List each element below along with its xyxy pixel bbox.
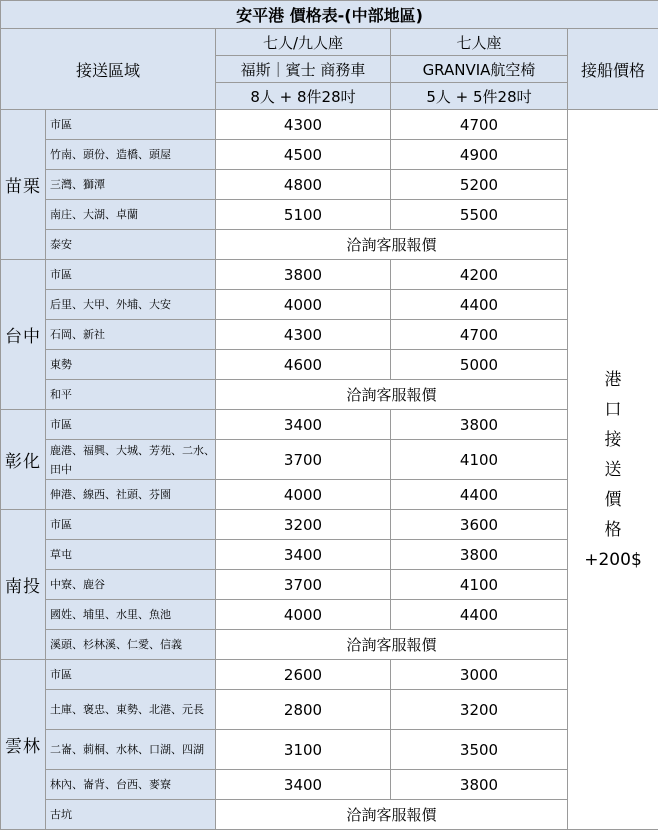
region-name: 南投 (1, 510, 46, 660)
port-header: 接船價格 (568, 29, 658, 110)
area-name: 市區 (46, 110, 216, 140)
area-name: 泰安 (46, 230, 216, 260)
table-row (1, 230, 658, 260)
price-van: 3400 (216, 770, 391, 800)
area-name: 市區 (46, 260, 216, 290)
table-row (1, 510, 658, 540)
price-granvia: 4100 (391, 440, 568, 480)
area-name: 三灣、獅潭 (46, 170, 216, 200)
col2-header-line3: 5人 + 5件28吋 (391, 83, 568, 110)
price-van: 4000 (216, 600, 391, 630)
col2-header-line2: GRANVIA航空椅 (391, 56, 568, 83)
area-name: 和平 (46, 380, 216, 410)
table-row (1, 600, 658, 630)
table-row (1, 480, 658, 510)
table-row (1, 800, 658, 830)
area-name: 后里、大甲、外埔、大安 (46, 290, 216, 320)
port-note-char: 送 (568, 455, 658, 485)
area-name: 伸港、線西、社頭、芬園 (46, 480, 216, 510)
table-row (1, 260, 658, 290)
price-van: 5100 (216, 200, 391, 230)
price-granvia: 4400 (391, 480, 568, 510)
page-title: 安平港 價格表-(中部地區) (1, 1, 658, 29)
price-van: 4800 (216, 170, 391, 200)
area-name: 古坑 (46, 800, 216, 830)
area-name: 中寮、鹿谷 (46, 570, 216, 600)
region-name: 彰化 (1, 410, 46, 510)
table-row (1, 770, 658, 800)
region-name: 台中 (1, 260, 46, 410)
area-name: 市區 (46, 660, 216, 690)
price-granvia: 4700 (391, 110, 568, 140)
region-name: 苗栗 (1, 110, 46, 260)
table-row (1, 660, 658, 690)
price-van: 2800 (216, 690, 391, 730)
port-note-char: 口 (568, 395, 658, 425)
zone-header: 接送區域 (1, 29, 216, 110)
price-granvia: 4900 (391, 140, 568, 170)
contact-service-note: 洽詢客服報價 (216, 230, 568, 260)
contact-service-note: 洽詢客服報價 (216, 630, 568, 660)
price-van: 4300 (216, 320, 391, 350)
table-row (1, 140, 658, 170)
port-note-char: 接 (568, 425, 658, 455)
price-granvia: 4400 (391, 600, 568, 630)
port-note-char: 格 (568, 515, 658, 545)
price-granvia: 5500 (391, 200, 568, 230)
area-name: 東勢 (46, 350, 216, 380)
table-row (1, 200, 658, 230)
price-van: 3700 (216, 440, 391, 480)
price-granvia: 4700 (391, 320, 568, 350)
table-row (1, 730, 658, 770)
price-van: 4500 (216, 140, 391, 170)
price-granvia: 3800 (391, 410, 568, 440)
price-granvia: 3500 (391, 730, 568, 770)
price-van: 3800 (216, 260, 391, 290)
area-name: 二崙、莿桐、水林、口湖、四湖 (46, 730, 216, 770)
area-name: 草屯 (46, 540, 216, 570)
price-granvia: 3000 (391, 660, 568, 690)
area-name: 南庄、大湖、卓蘭 (46, 200, 216, 230)
price-van: 3400 (216, 540, 391, 570)
table-row (1, 170, 658, 200)
table-row (1, 540, 658, 570)
price-granvia: 3600 (391, 510, 568, 540)
area-name: 林內、崙背、台西、麥寮 (46, 770, 216, 800)
table-row (1, 320, 658, 350)
col1-header-line1: 七人/九人座 (216, 29, 391, 56)
area-name: 溪頭、杉林溪、仁愛、信義 (46, 630, 216, 660)
col1-header-line3: 8人 + 8件28吋 (216, 83, 391, 110)
price-van: 4600 (216, 350, 391, 380)
area-name: 鹿港、福興、大城、芳苑、二水、田中 (46, 440, 216, 480)
port-note-extra: +200$ (568, 545, 658, 575)
area-name: 市區 (46, 510, 216, 540)
port-note-char: 港 (568, 365, 658, 395)
price-van: 4000 (216, 480, 391, 510)
area-name: 竹南、頭份、造橋、頭屋 (46, 140, 216, 170)
contact-service-note: 洽詢客服報價 (216, 380, 568, 410)
table-row (1, 290, 658, 320)
table-row (1, 350, 658, 380)
table-row (1, 690, 658, 730)
col1-header-line2: 福斯｜賓士 商務車 (216, 56, 391, 83)
area-name: 土庫、褒忠、東勢、北港、元長 (46, 690, 216, 730)
table-row (1, 570, 658, 600)
contact-service-note: 洽詢客服報價 (216, 800, 568, 830)
table-row (1, 440, 658, 480)
price-granvia: 3800 (391, 770, 568, 800)
price-granvia: 4100 (391, 570, 568, 600)
port-note-char: 價 (568, 485, 658, 515)
price-van: 3700 (216, 570, 391, 600)
port-pickup-note (568, 110, 658, 830)
table-row (1, 630, 658, 660)
price-granvia: 5000 (391, 350, 568, 380)
area-name: 石岡、新社 (46, 320, 216, 350)
price-granvia: 4400 (391, 290, 568, 320)
price-van: 4300 (216, 110, 391, 140)
price-granvia: 3200 (391, 690, 568, 730)
price-granvia: 4200 (391, 260, 568, 290)
table-row (1, 110, 658, 140)
price-granvia: 3800 (391, 540, 568, 570)
price-granvia: 5200 (391, 170, 568, 200)
table-row (1, 410, 658, 440)
area-name: 市區 (46, 410, 216, 440)
price-van: 3200 (216, 510, 391, 540)
region-name: 雲林 (1, 660, 46, 830)
table-row (1, 380, 658, 410)
price-van: 3100 (216, 730, 391, 770)
price-van: 2600 (216, 660, 391, 690)
price-van: 4000 (216, 290, 391, 320)
area-name: 國姓、埔里、水里、魚池 (46, 600, 216, 630)
col2-header-line1: 七人座 (391, 29, 568, 56)
price-van: 3400 (216, 410, 391, 440)
